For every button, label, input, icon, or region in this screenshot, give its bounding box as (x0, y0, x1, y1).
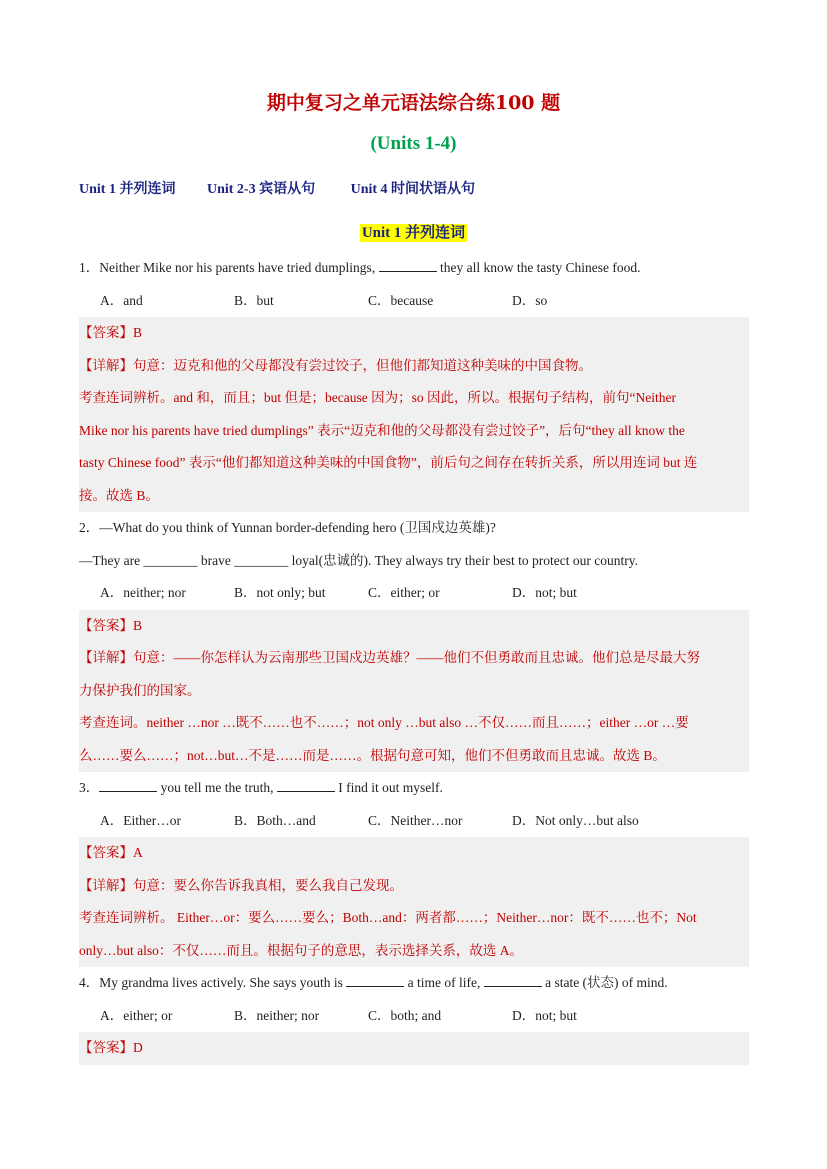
explanation-line: tasty Chinese food” 表示“他们都知道这种美味的中国食物”，前后句之间存在转折关系，所以用连词 but 连 (79, 455, 698, 470)
nav-unit-4[interactable]: Unit 4 时间状语从句 (350, 182, 476, 197)
question-2-stem-line-2: —They are ________ brave ________ loyal(忠诚的). They always try their best to protect our country. (79, 552, 638, 568)
option-c: C．either; or (368, 585, 440, 600)
question-3-stem: 3． you tell me the truth, I find it out myself. (79, 780, 443, 795)
blank (277, 781, 335, 792)
answer-label: 【答案】B (79, 617, 143, 633)
explanation-line: Mike nor his parents have tried dumplings” 表示“迈克和他的父母都没有尝过饺子”，后句“they all know the (79, 422, 685, 438)
nav-unit-1[interactable]: Unit 1 并列连词 (79, 182, 176, 197)
question-2-answer-block (79, 610, 749, 773)
blank (379, 261, 437, 272)
explanation-line: only…but also：不仅……而且。根据句子的意思，表示选择关系，故选 A。 (79, 942, 523, 958)
question-2-options (79, 577, 749, 610)
explanation-line: 考查连词辨析。and 和，而且；but 但是；because 因为；so 因此，所以。根据句子结构，前句“Neither (79, 390, 676, 405)
question-4-stem: 4．My grandma lives actively. She says youth is a time of life, a state (状态) of mind. (79, 975, 668, 990)
explanation-line: 么……要么……；not…but…不是……而是……。根据句意可知，他们不但勇敢而且忠诚。故选 B。 (79, 747, 666, 763)
explanation-line: 力保护我们的国家。 (79, 682, 201, 698)
answer-label: 【答案】A (79, 845, 143, 860)
answer-label: 【答案】B (79, 325, 143, 340)
explanation-line: 【详解】句意：迈克和他的父母都没有尝过饺子，但他们都知道这种美味的中国食物。 (79, 357, 592, 373)
question-2-stem-line-1: 2．—What do you think of Yunnan border-defending hero (卫国戍边英雄)? (79, 520, 496, 535)
explanation-line: 【详解】句意：——你怎样认为云南那些卫国戍边英雄？——他们不但勇敢而且忠诚。他们总是尽最大努 (79, 650, 700, 665)
section-heading (0, 221, 827, 242)
blank (346, 976, 404, 987)
question-list (79, 252, 749, 1065)
question-3-answer-block (79, 837, 749, 967)
option-d: D．Not only…but also (512, 812, 639, 828)
blank (484, 976, 542, 987)
option-d: D．not; but (512, 585, 577, 600)
question-1-options (79, 285, 749, 318)
explanation-line: 考查连词辨析。 Either…or：要么……要么；Both…and：两者都……；Neither…nor：既不……也不；Not (79, 910, 697, 925)
option-b: B．but (234, 292, 274, 308)
question-4-options (79, 1000, 749, 1033)
units-nav (79, 178, 475, 198)
question-1-stem: 1．Neither Mike nor his parents have tried dumplings, they all know the tasty Chinese food. (79, 260, 641, 275)
option-b: B．not only; but (234, 585, 326, 600)
option-c: C．Neither…nor (368, 812, 463, 828)
option-c: C．because (368, 292, 434, 308)
option-d: D．not; but (512, 1007, 577, 1023)
question-1-answer-block (79, 317, 749, 512)
explanation-line: 【详解】句意：要么你告诉我真相，要么我自己发现。 (79, 877, 403, 893)
option-a: A．Either…or (100, 812, 181, 828)
option-b: B．neither; nor (234, 1007, 320, 1023)
nav-unit-2-3[interactable]: Unit 2-3 宾语从句 (206, 182, 316, 197)
option-a: A．either; or (100, 1007, 173, 1023)
question-4-answer-block (79, 1032, 749, 1065)
option-d: D．so (512, 292, 548, 308)
document-title: 期中复习之单元语法综合练100 题 (266, 92, 561, 114)
explanation-line: 考查连词。neither …nor …既不……也不……；not only …but also …不仅……而且……；either …or …要 (79, 715, 689, 730)
explanation-line: 接。故选 B。 (79, 487, 159, 503)
option-c: C．both; and (368, 1007, 442, 1023)
section-heading-label: Unit 1 并列连词 (361, 225, 466, 241)
option-a: A．and (100, 292, 143, 308)
option-b: B．Both…and (234, 812, 316, 828)
question-3-options (79, 805, 749, 838)
document-subtitle: (Units 1-4) (370, 133, 457, 154)
blank (99, 781, 157, 792)
option-a: A．neither; nor (100, 585, 186, 600)
answer-label: 【答案】D (79, 1040, 143, 1055)
